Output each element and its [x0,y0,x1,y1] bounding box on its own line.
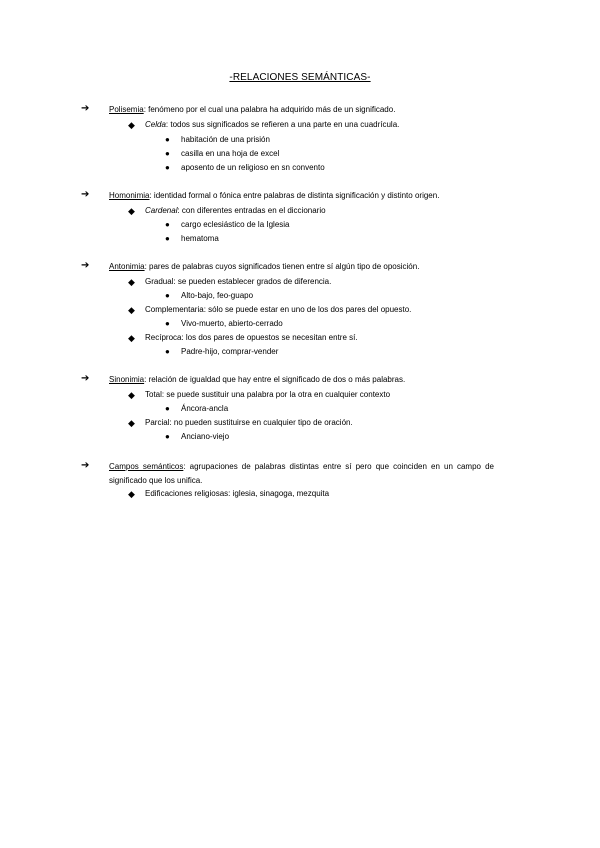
sub-text: Recíproca: los dos pares de opuestos se necesitan entre sí. [145,333,358,342]
dot-bullet-icon: ● [165,404,170,413]
diamond-bullet-icon: ◆ [128,333,135,343]
dot-bullet-icon: ● [165,149,170,158]
dot-bullet-icon: ● [165,135,170,144]
sub-item [128,206,326,216]
sub-text: Edificaciones religiosas: iglesia, sinagoga, mezquita [145,489,330,498]
section-term: Sinonimia [109,375,145,384]
list-item: ● Vivo-muerto, abierto-cerrado [165,319,283,328]
diamond-bullet-icon: ◆ [128,489,135,499]
diamond-bullet-icon: ◆ [128,390,135,400]
section-polisemia [81,103,396,115]
dot-bullet-icon: ● [165,291,170,300]
section-sinonimia [81,373,406,385]
sub-text: : todos sus significados se refieren a una parte en una cuadrícula. [165,120,400,129]
arrow-icon: ➔ [81,189,90,200]
sub-text: Complementaria: sólo se puede estar en uno de los dos pares del opuesto. [145,305,412,314]
sub-item [128,390,391,400]
sub-item [128,418,353,428]
arrow-icon: ➔ [81,103,90,114]
diamond-bullet-icon: ◆ [128,305,135,315]
dot-bullet-icon: ● [165,220,170,229]
dot-bullet-icon: ● [165,163,170,172]
section-definition: : identidad formal o fónica entre palabras de distinta significación y distinto origen. [149,191,440,200]
sub-text: Parcial: no pueden sustituirse en cualquier tipo de oración. [145,418,353,427]
list-item: ● hematoma [165,234,219,243]
sub-item [128,489,330,499]
section-term: Antonimia [109,262,145,271]
list-item: ● Alto-bajo, feo-guapo [165,291,254,300]
sub-label: Celda [145,120,166,129]
section-definition: : relación de igualdad que hay entre el significado de dos o más palabras. [144,375,406,384]
section-definition: : fenómeno por el cual una palabra ha adquirido más de un significado. [143,105,396,114]
sub-text: : con diferentes entradas en el diccionario [177,206,326,215]
sub-item [128,333,358,343]
arrow-icon: ➔ [81,260,90,271]
list-item: ● Anciano-viejo [165,432,230,441]
section-term: Campos semánticos [109,462,184,471]
section-campos-semanticos [81,460,494,488]
dot-bullet-icon: ● [165,432,170,441]
sub-text: Total: se puede sustituir una palabra por la otra en cualquier contexto [145,390,391,399]
sub-label: Cardenal [145,206,178,215]
section-term: Polisemia [109,105,144,114]
list-item: ● aposento de un religioso en sn convento [165,163,325,172]
list-item: ● cargo eclesiástico de la Iglesia [165,220,290,229]
diamond-bullet-icon: ◆ [128,120,135,130]
section-homonimia [81,189,440,201]
dot-bullet-icon: ● [165,347,170,356]
arrow-icon: ➔ [81,373,90,384]
section-definition: : agrupaciones de palabras distintas entre sí pero que coinciden en un campo de significado que los unifica. [109,462,494,485]
sub-item [128,305,412,315]
sub-item [128,277,332,287]
page-title: -RELACIONES SEMÁNTICAS- [229,72,371,83]
list-item: ● casilla en una hoja de excel [165,149,280,158]
dot-bullet-icon: ● [165,234,170,243]
section-term: Homonimia [109,191,150,200]
sub-item [128,120,400,130]
list-item: ● Áncora-ancla [165,404,229,413]
sub-text: Gradual: se pueden establecer grados de diferencia. [145,277,332,286]
diamond-bullet-icon: ◆ [128,206,135,216]
list-item: ● Padre-hijo, comprar-vender [165,347,279,356]
section-definition: : pares de palabras cuyos significados tienen entre sí algún tipo de oposición. [144,262,420,271]
diamond-bullet-icon: ◆ [128,418,135,428]
arrow-icon: ➔ [81,460,90,471]
list-item: ● habitación de una prisión [165,135,270,144]
dot-bullet-icon: ● [165,319,170,328]
diamond-bullet-icon: ◆ [128,277,135,287]
section-antonimia [81,260,420,272]
